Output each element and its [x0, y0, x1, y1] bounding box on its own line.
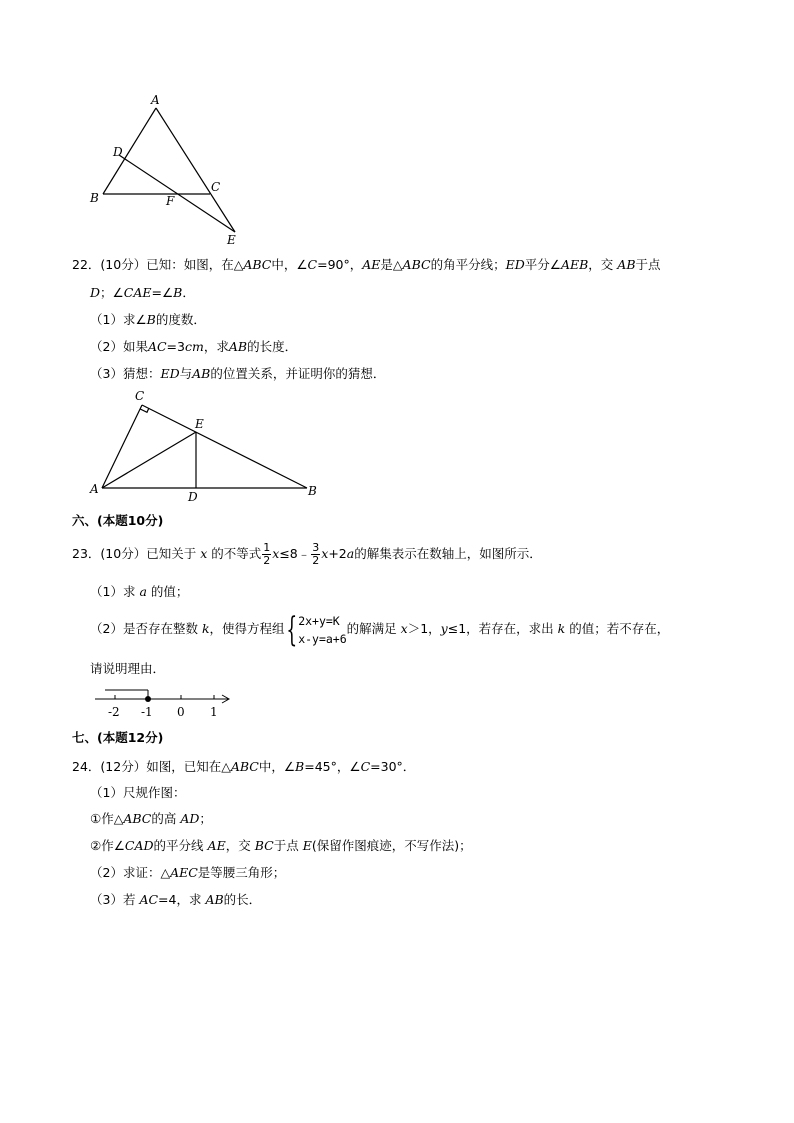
q24-step2: ②作∠CAD的平分线 AE，交 BC于点 E(保留作图痕迹，不写作法)；	[90, 838, 472, 853]
point-label-c: C	[211, 180, 221, 194]
point-label-c2: C	[135, 389, 145, 403]
section-6-heading: 六、(本题10分)	[72, 513, 164, 528]
q23-line1: 23．(10分）已知关于 x 的不等式 $\frac{1}{2}$ x≤8﹣ $\frac{3}{2}$ x+2a的解集表示在数轴上，如图所示．	[72, 541, 542, 567]
q22-part2: （2）如果AC=3cm，求AB的长度．	[90, 339, 298, 354]
number-line	[95, 686, 240, 721]
point-label-b: B	[90, 191, 99, 205]
q23-part2: （2）是否存在整数 k，使得方程组{ 2x+y=K x-y=a+6 的解满足 x＞1，y≤1，若存在，求出 k 的值；若不存在，	[90, 609, 670, 650]
tick-label-0: 0	[177, 705, 185, 719]
q24-line1: 24．(12分）如图，已知在△ABC中，∠B=45°，∠C=30°．	[72, 759, 416, 774]
tick-label-1: 1	[210, 705, 218, 719]
section-7-heading: 七、(本题12分)	[72, 730, 164, 745]
q22-line2: D；∠CAE=∠B．	[90, 285, 195, 300]
point-label-b2: B	[308, 484, 317, 498]
point-label-a: A	[151, 93, 160, 107]
tick-label-neg1: -1	[141, 705, 153, 719]
point-label-f: F	[166, 194, 175, 208]
triangle-figure-1	[85, 92, 255, 252]
point-label-e2: E	[195, 417, 204, 431]
triangle-figure-2	[95, 395, 320, 495]
point-label-d2: D	[188, 490, 198, 504]
q23-part1: （1）求 a 的值；	[90, 584, 189, 599]
tick-label-neg2: -2	[108, 705, 120, 719]
q22-line1: 22．(10分）已知：如图，在△ABC中，∠C=90°，AE是△ABC的角平分线；ED平分∠AEB，交 AB于点	[72, 257, 661, 272]
q24-part2: （2）求证：△AEC是等腰三角形；	[90, 865, 286, 880]
q22-part3: （3）猜想：ED与AB的位置关系，并证明你的猜想．	[90, 366, 386, 381]
solution-endpoint-dot	[145, 696, 151, 702]
point-label-e: E	[227, 233, 236, 247]
point-label-d: D	[113, 145, 123, 159]
q24-part1: （1）尺规作图：	[90, 785, 186, 800]
q22-part1: （1）求∠B的度数．	[90, 312, 206, 327]
q24-step1: ①作△ABC的高 AD；	[90, 811, 212, 826]
q23-part2-line2: 请说明理由．	[90, 661, 166, 676]
q24-part3: （3）若 AC=4，求 AB的长．	[90, 892, 262, 907]
point-label-a2: A	[90, 482, 99, 496]
